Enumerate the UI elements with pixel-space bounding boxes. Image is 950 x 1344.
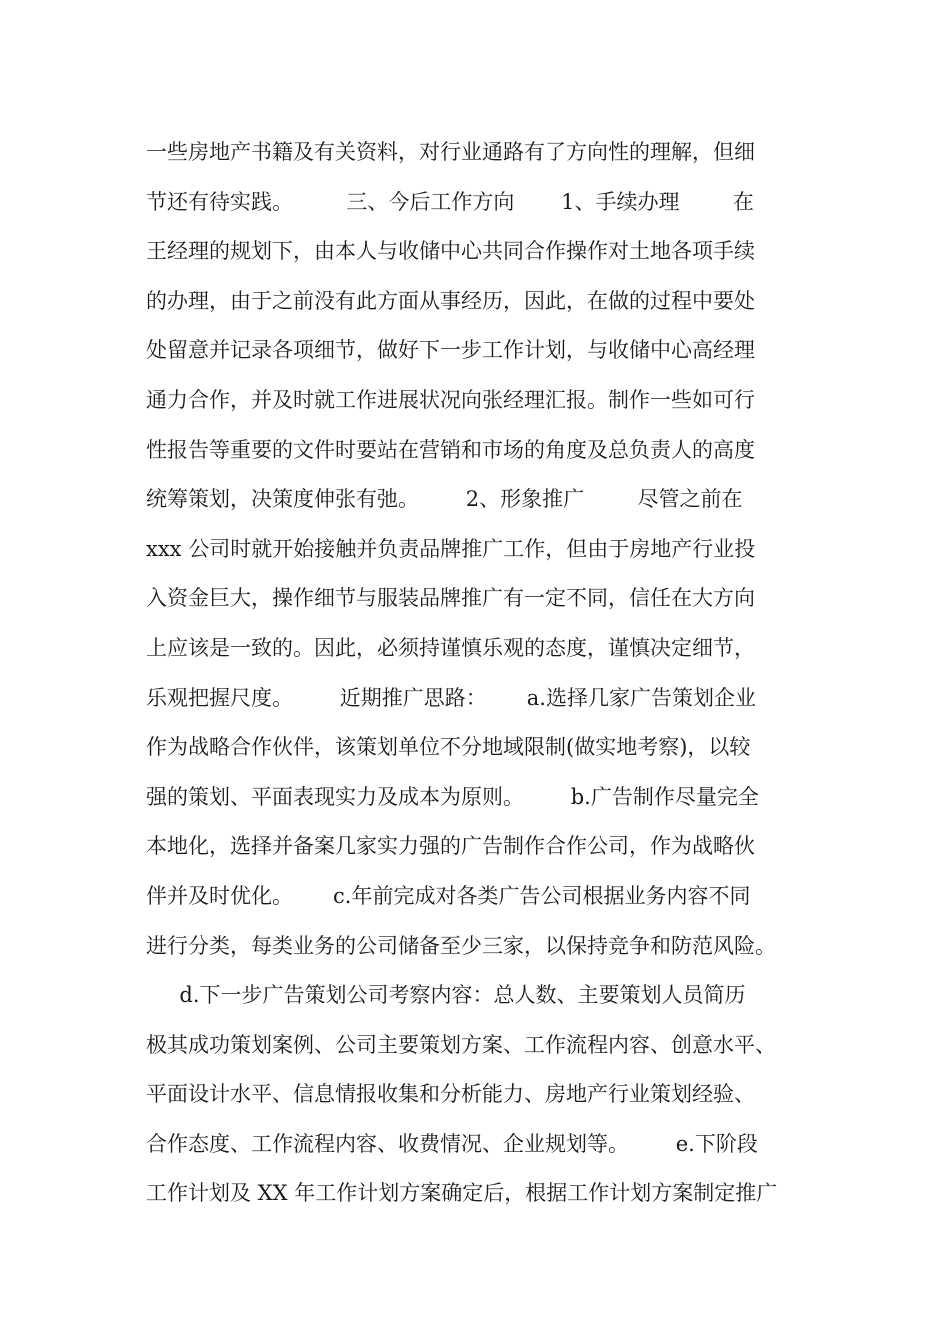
text-line: 合作态度、工作流程内容、收费情况、企业规划等。 e.下阶段 [146, 1131, 758, 1156]
text-line: 工作计划及 XX 年工作计划方案确定后，根据工作计划方案制定推广 [146, 1181, 778, 1206]
text-line: 性报告等重要的文件时要站在营销和市场的角度及总负责人的高度 [146, 437, 755, 462]
text-line: 一些房地产书籍及有关资料，对行业通路有了方向性的理解，但细 [146, 140, 755, 164]
text-line: 本地化，选择并备案几家实力强的广告制作合作公司，作为战略伙 [146, 834, 755, 859]
text-line: 极其成功策划案例、公司主要策划方案、工作流程内容、创意水平、 [146, 1032, 776, 1057]
text-line: 通力合作，并及时就工作进展状况向张经理汇报。制作一些如可行 [146, 387, 755, 412]
text-line: 平面设计水平、信息情报收集和分析能力、房地产行业策划经验、 [146, 1082, 755, 1107]
text-line: 统筹策划，决策度伸张有弛。 2、形象推广 尽管之前在 [146, 487, 743, 512]
text-line: 强的策划、平面表现实力及成本为原则。 b.广告制作尽量完全 [146, 784, 759, 809]
text-line: 上应该是一致的。因此，必须持谨慎乐观的态度，谨慎决定细节， [146, 635, 755, 660]
text-line: 处留意并记录各项细节，做好下一步工作计划，与收储中心高经理 [146, 338, 755, 363]
text-line: 作为战略合作伙伴，该策划单位不分地域限制(做实地考察)，以较 [146, 735, 751, 760]
text-line: 伴并及时优化。 c.年前完成对各类广告公司根据业务内容不同 [146, 883, 751, 908]
text-line: 乐观把握尺度。 近期推广思路： a.选择几家广告策划企业 [146, 685, 756, 710]
text-line: 节还有待实践。 三、今后工作方向 1、手续办理 在 [146, 189, 754, 214]
body-text [146, 128, 826, 1219]
text-line: 的办理，由于之前没有此方面从事经历，因此，在做的过程中要处 [146, 288, 755, 313]
text-line: 王经理的规划下，由本人与收储中心共同合作操作对土地各项手续 [146, 239, 755, 264]
text-line: d.下一步广告策划公司考察内容：总人数、主要策划人员简历 [146, 983, 746, 1008]
text-line: 入资金巨大，操作细节与服装品牌推广有一定不同，信任在大方向 [146, 586, 755, 611]
text-line: xxx 公司时就开始接触并负责品牌推广工作，但由于房地产行业投 [146, 536, 756, 561]
text-line: 进行分类，每类业务的公司储备至少三家，以保持竞争和防范风险。 [146, 933, 776, 958]
